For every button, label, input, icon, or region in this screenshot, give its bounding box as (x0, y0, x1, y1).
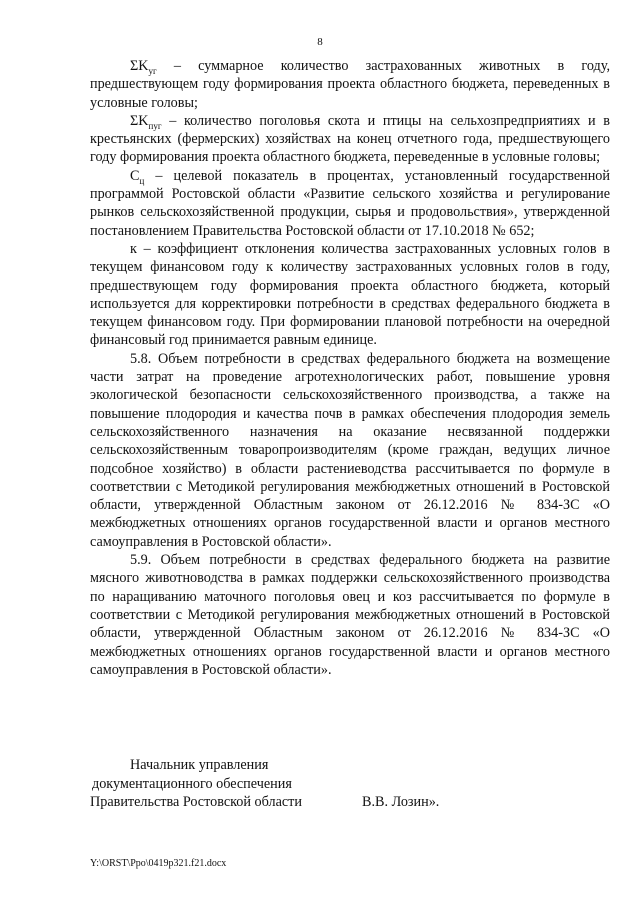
file-path-footer: Y:\ORST\Ppo\0419p321.f21.docx (90, 858, 227, 869)
signature-position-line2: документационного обеспечения (92, 775, 292, 792)
definition-text: – количество поголовья скота и птицы на сельхозпредприятиях и в крестьянских (фермерских) хозяйствах на конец отчетного года, предшествующего году формирования проекта областного бюджета, переведенные в условные головы; (90, 112, 610, 166)
symbol-main: С (130, 167, 140, 184)
definition-text: к – коэффициент отклонения количества застрахованных условных голов в текущем финансовом году к количеству застрахованных условных голов в году, предшествующем году формирования проекта областного бюджета, который используется для корректировки потребности в средствах федерального бюджета в текущем финансовом году. При формировании плановой потребности на очередной финансовый год принимается равным единице. (90, 240, 610, 349)
definition-text: – целевой показатель в процентах, установленный государственной программой Ростовской области «Развитие сельского хозяйства и регулирование рынков сельскохозяйственной продукции, сырья и продовольствия», утвержденной постановлением Правительства Ростовской области от 17.10.2018 № 652; (90, 167, 610, 239)
symbol-subscript: ц (139, 175, 145, 186)
signature-block (90, 756, 610, 812)
symbol-subscript: пуг (148, 120, 162, 131)
signatory-name: В.В. Лозин». (362, 794, 440, 810)
symbol-main: ΣK (130, 112, 149, 129)
definition-sum-kpug (90, 112, 610, 167)
signature-position-line1: Начальник управления (130, 757, 269, 773)
page-number: 8 (317, 36, 323, 48)
symbol-sc (130, 168, 144, 184)
clause-5-9: 5.9. Объем потребности в средствах федерального бюджета на развитие мясного животноводства в рамках поддержки сельскохозяйственного производства по наращиванию маточного поголовья овец и коз рассчитывается по формуле в соответствии с Методикой регулирования межбюджетных отношений в Ростовской области, утвержденной Областным законом от 26.12.2016 № 834-ЗС «О межбюджетных отношениях органов государственной власти и органов местного самоуправления в Ростовской области». (90, 552, 610, 678)
symbol-subscript: уг (148, 65, 157, 76)
definition-text: – суммарное количество застрахованных животных в году, предшествующем году формирования проекта областного бюджета, переведенных в условные головы; (90, 58, 610, 111)
symbol-sum-kpug (130, 113, 162, 129)
definition-sum-kug (90, 57, 610, 112)
symbol-main: ΣK (130, 58, 149, 74)
symbol-sum-kug (130, 58, 157, 74)
document-body (90, 57, 610, 679)
definition-sc (90, 167, 610, 240)
clause-5-8: 5.8. Объем потребности в средствах федерального бюджета на возмещение части затрат на проведение агротехнологических работ, повышение уровня экологической безопасности сельскохозяйственного производства, а также на повышение плодородия и качества почв в рамках обеспечения плодородия земель сельскохозяйственного назначения на оказание несвязанной поддержки сельскохозяйственным товаропроизводителям (кроме граждан, ведущих личное подсобное хозяйство) в области растениеводства рассчитывается по формуле в соответствии с Методикой регулирования межбюджетных отношений в Ростовской области, утвержденной Областным законом от 26.12.2016 № 834-ЗС «О межбюджетных отношениях органов государственной власти и органов местного самоуправления в Ростовской области». (90, 350, 610, 550)
signature-position-line3 (90, 793, 610, 812)
signature-organization: Правительства Ростовской области (90, 794, 302, 810)
definition-k (90, 240, 610, 350)
